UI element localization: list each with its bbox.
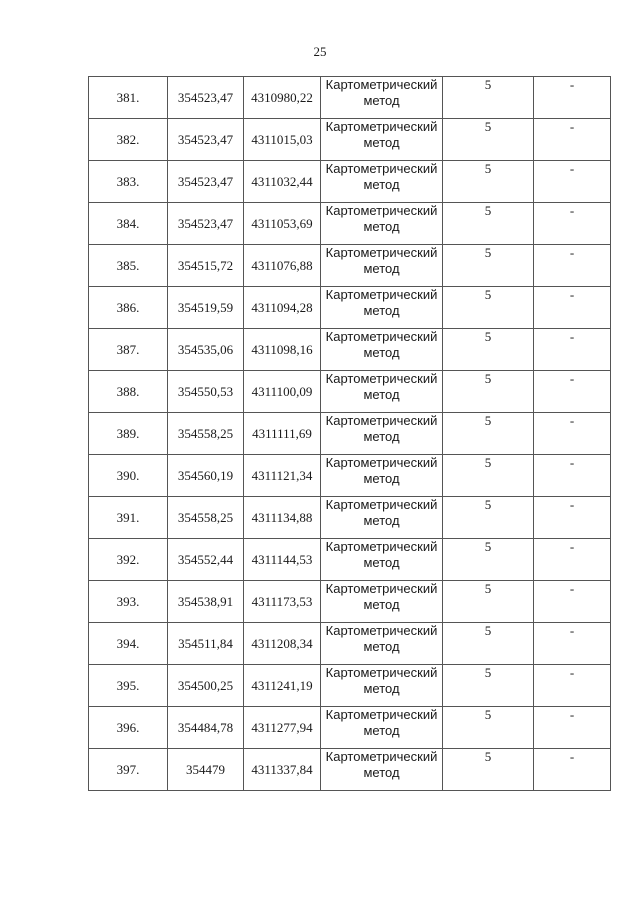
x-coordinate-cell: 354523,47 xyxy=(168,119,244,161)
method-cell xyxy=(321,665,443,707)
method-cell xyxy=(321,77,443,119)
accuracy-cell: 5 xyxy=(443,623,534,665)
row-number-cell: 388. xyxy=(89,371,168,413)
row-number-cell: 384. xyxy=(89,203,168,245)
table-row xyxy=(89,707,611,749)
accuracy-cell: 5 xyxy=(443,161,534,203)
y-coordinate-cell: 4311076,88 xyxy=(244,245,321,287)
method-line-1: Картометрический xyxy=(325,581,438,596)
method-line-1: Картометрический xyxy=(325,77,438,92)
method-cell xyxy=(321,455,443,497)
x-coordinate-cell: 354500,25 xyxy=(168,665,244,707)
row-number-cell: 396. xyxy=(89,707,168,749)
method-line-1: Картометрический xyxy=(325,623,438,638)
note-cell: - xyxy=(534,539,611,581)
note-cell: - xyxy=(534,497,611,539)
note-cell: - xyxy=(534,287,611,329)
method-cell xyxy=(321,623,443,665)
note-cell: - xyxy=(534,665,611,707)
x-coordinate-cell: 354511,84 xyxy=(168,623,244,665)
note-cell: - xyxy=(534,245,611,287)
x-coordinate-cell: 354479 xyxy=(168,749,244,791)
method-line-1: Картометрический xyxy=(325,203,438,218)
x-coordinate-cell: 354484,78 xyxy=(168,707,244,749)
row-number-cell: 393. xyxy=(89,581,168,623)
method-cell xyxy=(321,287,443,329)
table-row xyxy=(89,371,611,413)
method-line-2: метод xyxy=(363,219,400,234)
method-line-1: Картометрический xyxy=(325,413,438,428)
method-line-2: метод xyxy=(363,513,400,528)
method-line-1: Картометрический xyxy=(325,707,438,722)
table-row xyxy=(89,203,611,245)
note-cell: - xyxy=(534,329,611,371)
method-line-2: метод xyxy=(363,471,400,486)
accuracy-cell: 5 xyxy=(443,77,534,119)
method-line-2: метод xyxy=(363,135,400,150)
method-line-1: Картометрический xyxy=(325,329,438,344)
method-cell xyxy=(321,329,443,371)
table-row xyxy=(89,245,611,287)
table-row xyxy=(89,623,611,665)
row-number-cell: 382. xyxy=(89,119,168,161)
x-coordinate-cell: 354550,53 xyxy=(168,371,244,413)
table-row xyxy=(89,749,611,791)
y-coordinate-cell: 4311032,44 xyxy=(244,161,321,203)
table-row xyxy=(89,497,611,539)
y-coordinate-cell: 4311121,34 xyxy=(244,455,321,497)
accuracy-cell: 5 xyxy=(443,497,534,539)
note-cell: - xyxy=(534,371,611,413)
method-line-2: метод xyxy=(363,723,400,738)
note-cell: - xyxy=(534,413,611,455)
method-line-2: метод xyxy=(363,765,400,780)
y-coordinate-cell: 4311134,88 xyxy=(244,497,321,539)
table-row xyxy=(89,455,611,497)
y-coordinate-cell: 4311098,16 xyxy=(244,329,321,371)
method-line-2: метод xyxy=(363,177,400,192)
method-line-1: Картометрический xyxy=(325,119,438,134)
x-coordinate-cell: 354560,19 xyxy=(168,455,244,497)
row-number-cell: 381. xyxy=(89,77,168,119)
accuracy-cell: 5 xyxy=(443,413,534,455)
method-line-1: Картометрический xyxy=(325,497,438,512)
y-coordinate-cell: 4311111,69 xyxy=(244,413,321,455)
method-cell xyxy=(321,413,443,455)
accuracy-cell: 5 xyxy=(443,749,534,791)
method-line-1: Картометрический xyxy=(325,245,438,260)
x-coordinate-cell: 354535,06 xyxy=(168,329,244,371)
coordinates-table xyxy=(88,76,611,791)
table-row xyxy=(89,413,611,455)
accuracy-cell: 5 xyxy=(443,581,534,623)
accuracy-cell: 5 xyxy=(443,245,534,287)
y-coordinate-cell: 4311173,53 xyxy=(244,581,321,623)
method-line-2: метод xyxy=(363,345,400,360)
row-number-cell: 389. xyxy=(89,413,168,455)
method-cell xyxy=(321,161,443,203)
y-coordinate-cell: 4311094,28 xyxy=(244,287,321,329)
row-number-cell: 390. xyxy=(89,455,168,497)
method-line-2: метод xyxy=(363,387,400,402)
x-coordinate-cell: 354519,59 xyxy=(168,287,244,329)
row-number-cell: 392. xyxy=(89,539,168,581)
method-line-1: Картометрический xyxy=(325,665,438,680)
row-number-cell: 397. xyxy=(89,749,168,791)
table-row xyxy=(89,119,611,161)
y-coordinate-cell: 4311337,84 xyxy=(244,749,321,791)
table-row xyxy=(89,77,611,119)
row-number-cell: 387. xyxy=(89,329,168,371)
method-cell xyxy=(321,245,443,287)
row-number-cell: 383. xyxy=(89,161,168,203)
method-line-2: метод xyxy=(363,681,400,696)
x-coordinate-cell: 354523,47 xyxy=(168,161,244,203)
accuracy-cell: 5 xyxy=(443,203,534,245)
y-coordinate-cell: 4311053,69 xyxy=(244,203,321,245)
x-coordinate-cell: 354523,47 xyxy=(168,77,244,119)
row-number-cell: 395. xyxy=(89,665,168,707)
method-line-2: метод xyxy=(363,429,400,444)
method-cell xyxy=(321,581,443,623)
table-row xyxy=(89,539,611,581)
accuracy-cell: 5 xyxy=(443,539,534,581)
method-cell xyxy=(321,119,443,161)
x-coordinate-cell: 354515,72 xyxy=(168,245,244,287)
accuracy-cell: 5 xyxy=(443,119,534,161)
y-coordinate-cell: 4311277,94 xyxy=(244,707,321,749)
note-cell: - xyxy=(534,203,611,245)
method-line-2: метод xyxy=(363,93,400,108)
y-coordinate-cell: 4311241,19 xyxy=(244,665,321,707)
page-number: 25 xyxy=(313,44,327,59)
table-row xyxy=(89,161,611,203)
note-cell: - xyxy=(534,707,611,749)
method-line-2: метод xyxy=(363,303,400,318)
accuracy-cell: 5 xyxy=(443,455,534,497)
method-line-1: Картометрический xyxy=(325,287,438,302)
x-coordinate-cell: 354523,47 xyxy=(168,203,244,245)
method-cell xyxy=(321,203,443,245)
accuracy-cell: 5 xyxy=(443,371,534,413)
y-coordinate-cell: 4311144,53 xyxy=(244,539,321,581)
x-coordinate-cell: 354552,44 xyxy=(168,539,244,581)
method-cell xyxy=(321,539,443,581)
row-number-cell: 391. xyxy=(89,497,168,539)
method-line-1: Картометрический xyxy=(325,539,438,554)
note-cell: - xyxy=(534,161,611,203)
y-coordinate-cell: 4311208,34 xyxy=(244,623,321,665)
method-line-2: метод xyxy=(363,261,400,276)
table-row xyxy=(89,329,611,371)
y-coordinate-cell: 4310980,22 xyxy=(244,77,321,119)
table-row xyxy=(89,665,611,707)
x-coordinate-cell: 354558,25 xyxy=(168,497,244,539)
note-cell: - xyxy=(534,623,611,665)
row-number-cell: 385. xyxy=(89,245,168,287)
method-line-2: метод xyxy=(363,639,400,654)
x-coordinate-cell: 354558,25 xyxy=(168,413,244,455)
row-number-cell: 386. xyxy=(89,287,168,329)
method-line-2: метод xyxy=(363,555,400,570)
accuracy-cell: 5 xyxy=(443,329,534,371)
method-line-1: Картометрический xyxy=(325,161,438,176)
row-number-cell: 394. xyxy=(89,623,168,665)
y-coordinate-cell: 4311100,09 xyxy=(244,371,321,413)
note-cell: - xyxy=(534,581,611,623)
coordinates-table-body xyxy=(89,77,611,791)
method-line-1: Картометрический xyxy=(325,371,438,386)
table-row xyxy=(89,287,611,329)
y-coordinate-cell: 4311015,03 xyxy=(244,119,321,161)
method-cell xyxy=(321,497,443,539)
note-cell: - xyxy=(534,77,611,119)
accuracy-cell: 5 xyxy=(443,707,534,749)
method-cell xyxy=(321,707,443,749)
method-cell xyxy=(321,371,443,413)
accuracy-cell: 5 xyxy=(443,665,534,707)
method-line-1: Картометрический xyxy=(325,749,438,764)
x-coordinate-cell: 354538,91 xyxy=(168,581,244,623)
accuracy-cell: 5 xyxy=(443,287,534,329)
table-row xyxy=(89,581,611,623)
method-cell xyxy=(321,749,443,791)
note-cell: - xyxy=(534,749,611,791)
method-line-2: метод xyxy=(363,597,400,612)
note-cell: - xyxy=(534,455,611,497)
note-cell: - xyxy=(534,119,611,161)
method-line-1: Картометрический xyxy=(325,455,438,470)
